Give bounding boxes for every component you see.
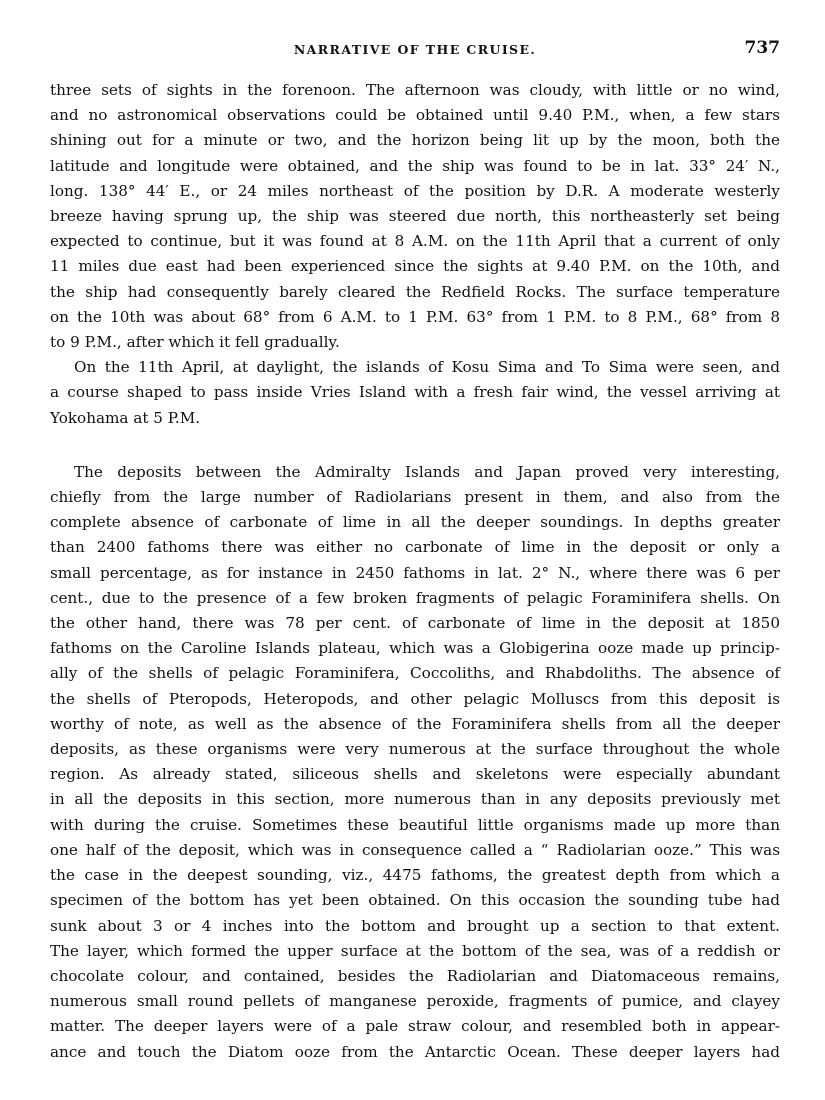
text-line: Yokohama at 5 P.M. (50, 408, 201, 427)
paragraph-cruise-narrative (50, 78, 780, 355)
text-line: region. As already stated, siliceous shells and skeletons were especially abundant (50, 765, 780, 784)
text-line: latitude and longitude were obtained, and the ship was found to be in lat. 33° 24′ N., (50, 156, 780, 175)
text-line: complete absence of carbonate of lime in all the deeper soundings. In depths greater (50, 513, 780, 532)
text-line: fathoms on the Caroline Islands plateau, which was a Globigerina ooze made up princip- (50, 639, 780, 658)
text-line: small percentage, as for instance in 2450 fathoms in lat. 2° N., where there was 6 per (50, 563, 780, 582)
text-line: numerous small round pellets of manganese peroxide, fragments of pumice, and clayey (50, 992, 780, 1011)
text-line: the case in the deepest sounding, viz., 4475 fathoms, the greatest depth from which a (50, 866, 780, 885)
text-line: to 9 P.M., after which it fell gradually. (50, 333, 340, 352)
text-line: chiefly from the large number of Radiolarians present in them, and also from the (50, 488, 780, 507)
text-line: three sets of sights in the forenoon. The afternoon was cloudy, with little or no wind, (50, 81, 780, 99)
running-title: NARRATIVE OF THE CRUISE. (293, 42, 537, 57)
text-line: shining out for a minute or two, and the horizon being lit up by the moon, both the (50, 131, 780, 150)
text-line: ally of the shells of pelagic Foraminifera, Coccoliths, and Rhabdoliths. The absence of (50, 664, 780, 683)
text-line: with during the cruise. Sometimes these beautiful little organisms made up more than (50, 815, 780, 834)
text-line: breeze having sprung up, the ship was steered due north, this northeasterly set being (50, 207, 780, 226)
book-page (50, 34, 780, 1065)
text-line: the other hand, there was 78 per cent. of carbonate of lime in the deposit at 1850 (50, 614, 780, 633)
text-line: cent., due to the presence of a few broken fragments of pelagic Foraminifera shells. On (50, 588, 780, 607)
page-header (50, 34, 780, 64)
text-line: matter. The deeper layers were of a pale straw colour, and resembled both in appear- (50, 1017, 780, 1036)
text-line: The layer, which formed the upper surface at the bottom of the sea, was of a reddish or (50, 941, 780, 960)
text-line: the shells of Pteropods, Heteropods, and other pelagic Molluscs from this deposit is (50, 689, 780, 708)
text-line: in all the deposits in this section, more numerous than in any deposits previously met (50, 790, 780, 809)
text-line: ance and touch the Diatom ooze from the Antarctic Ocean. These deeper layers had (50, 1042, 780, 1061)
text-line: than 2400 fathoms there was either no carbonate of lime in the deposit or only a (50, 538, 780, 557)
text-line: chocolate colour, and contained, besides the Radiolarian and Diatomaceous remains, (50, 966, 780, 985)
paragraph-arrival-yokohama (50, 355, 780, 431)
text-line: and no astronomical observations could be obtained until 9.40 P.M., when, a few stars (50, 106, 780, 125)
text-line: one half of the deposit, which was in consequence called a “ Radiolarian ooze.” This was (50, 840, 780, 859)
text-line: expected to continue, but it was found at 8 A.M. on the 11th April that a current of only (50, 232, 780, 251)
page-number: 737 (744, 38, 780, 58)
text-line: sunk about 3 or 4 inches into the bottom and brought up a section to that extent. (50, 916, 780, 935)
text-line: specimen of the bottom has yet been obtained. On this occasion the sounding tube had (50, 891, 780, 910)
text-line: a course shaped to pass inside Vries Island with a fresh fair wind, the vessel arriving at (50, 383, 780, 402)
text-line: the ship had consequently barely cleared the Redfield Rocks. The surface temperature (50, 282, 780, 301)
text-line: worthy of note, as well as the absence of the Foraminifera shells from all the deeper (50, 714, 780, 733)
text-line: on the 10th was about 68° from 6 A.M. to 1 P.M. 63° from 1 P.M. to 8 P.M., 68° from 8 (50, 307, 780, 326)
text-line: deposits, as these organisms were very numerous at the surface throughout the whole (50, 740, 780, 759)
text-line: long. 138° 44′ E., or 24 miles northeast of the position by D.R. A moderate westerly (50, 181, 780, 200)
text-line: 11 miles due east had been experienced since the sights at 9.40 P.M. on the 10th, and (50, 257, 780, 276)
text-line: On the 11th April, at daylight, the islands of Kosu Sima and To Sima were seen, and (74, 358, 780, 377)
paragraph-deposits (50, 460, 780, 1065)
text-line: The deposits between the Admiralty Islands and Japan proved very interesting, (74, 462, 780, 481)
